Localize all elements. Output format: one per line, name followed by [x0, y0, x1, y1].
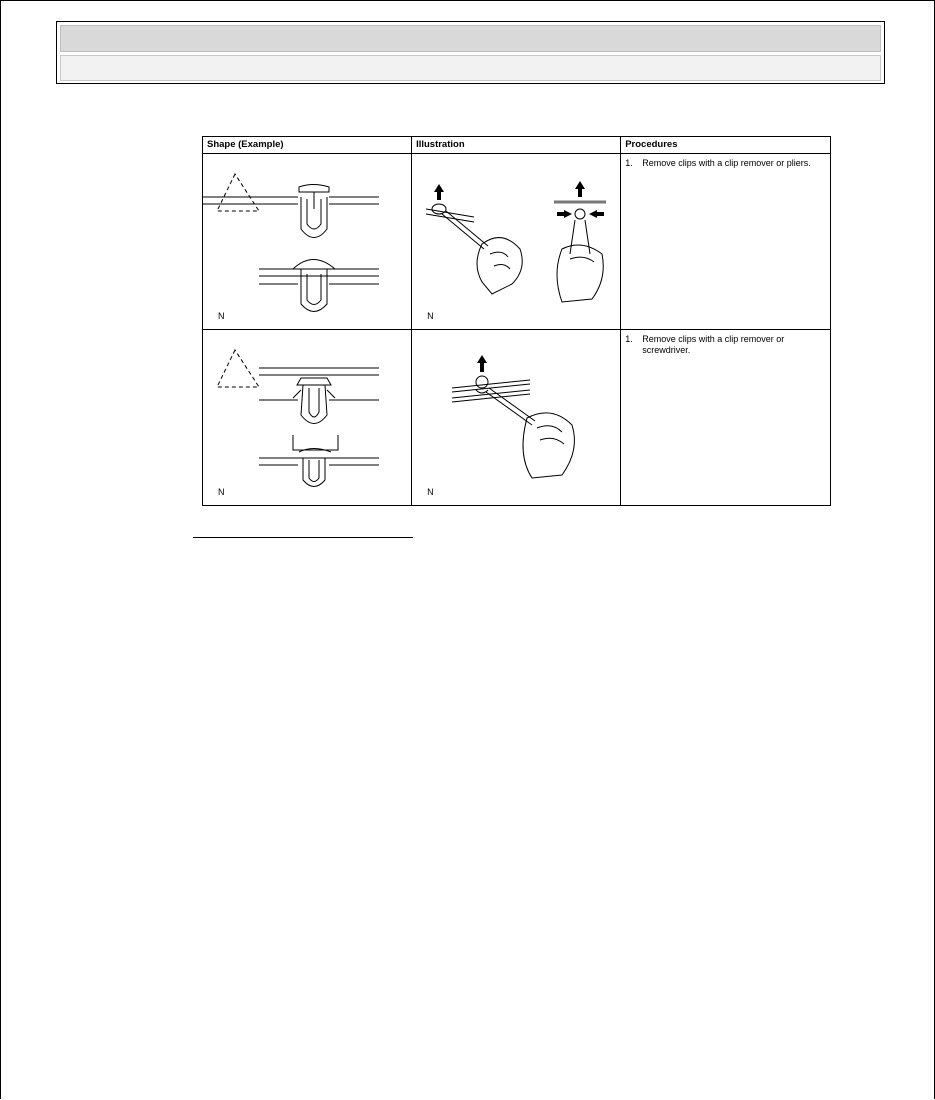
- procedure-step: [621, 154, 830, 169]
- table-row: [203, 330, 831, 506]
- figure-label: N: [427, 311, 434, 321]
- procedure-cell: [621, 154, 831, 330]
- table-header-row: [203, 137, 831, 154]
- pliers-removal-illustration: [412, 154, 621, 329]
- step-text: Remove clips with a clip remover or screwdriver.: [642, 334, 785, 355]
- shape-cell: [203, 330, 412, 506]
- screwdriver-removal-illustration: [412, 330, 621, 505]
- document-header: [56, 21, 885, 84]
- procedure-cell: [621, 330, 831, 506]
- figure-label: N: [218, 487, 225, 497]
- table-row: [203, 154, 831, 330]
- header-title-bar: [60, 25, 881, 52]
- shape-cell: [203, 154, 412, 330]
- header-illustration: Illustration: [412, 137, 621, 154]
- step-text: Remove clips with a clip remover or pliers.: [642, 158, 811, 168]
- step-number: 1.: [625, 158, 633, 168]
- procedure-step: [621, 330, 830, 356]
- step-number: 1.: [625, 334, 633, 344]
- header-shape: Shape (Example): [203, 137, 412, 154]
- clip-shape-diagram: [203, 330, 412, 505]
- section-divider: [193, 537, 413, 538]
- clip-removal-table: [202, 136, 831, 506]
- illustration-cell: [412, 330, 621, 506]
- illustration-cell: [412, 154, 621, 330]
- header-procedures: Procedures: [621, 137, 831, 154]
- figure-label: N: [427, 487, 434, 497]
- clip-shape-diagram: [203, 154, 412, 329]
- header-subtitle-bar: [60, 55, 881, 81]
- figure-label: N: [218, 311, 225, 321]
